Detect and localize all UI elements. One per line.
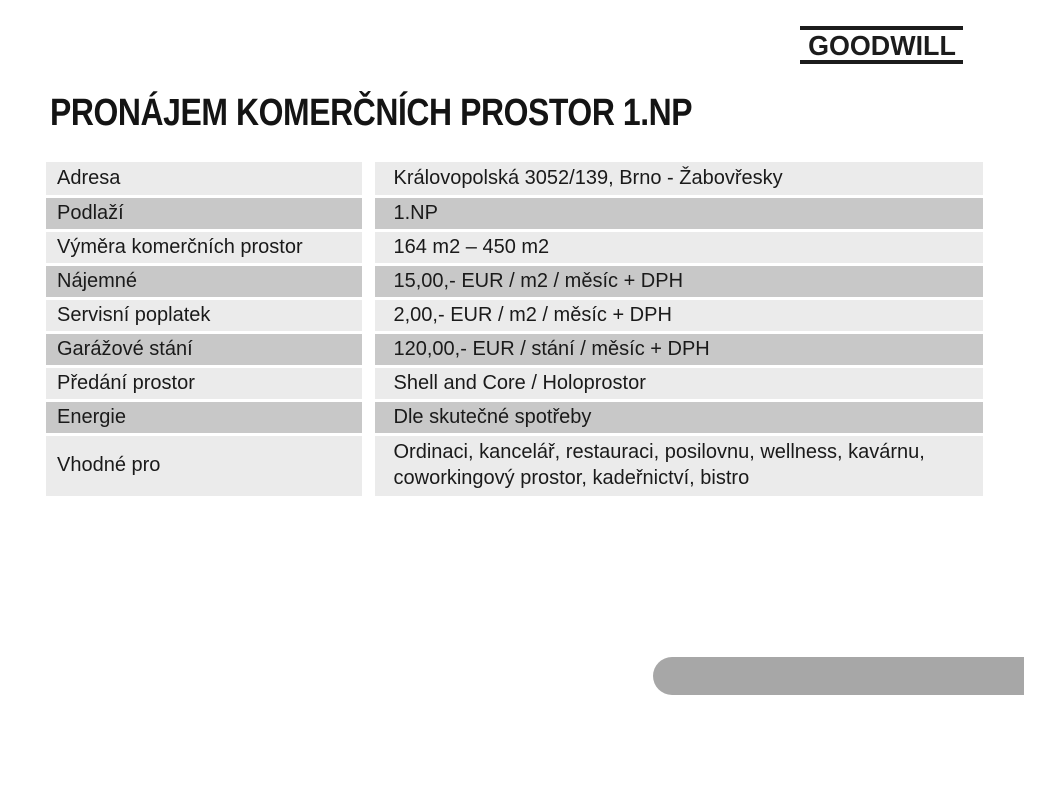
goodwill-logo [800, 26, 963, 64]
row-value: Dle skutečné spotřeby [368, 400, 983, 434]
row-value: 120,00,- EUR / stání / měsíc + DPH [368, 332, 983, 366]
row-label: Vhodné pro [46, 434, 368, 496]
row-value: Shell and Core / Holoprostor [368, 366, 983, 400]
footer-text [813, 661, 1041, 799]
table-row-servisni-poplatek [46, 298, 983, 332]
row-label: Výměra komerčních prostor [46, 230, 368, 264]
table-row-vhodne-pro [46, 434, 983, 496]
row-label: Podlaží [46, 196, 368, 230]
table-row-vymera [46, 230, 983, 264]
row-value: 164 m2 – 450 m2 [368, 230, 983, 264]
table-row-garazove-stani [46, 332, 983, 366]
table-row-adresa [46, 162, 983, 196]
row-label: Nájemné [46, 264, 368, 298]
table-row-podlazi [46, 196, 983, 230]
footer-title: HEAD OF TERMS [813, 697, 920, 713]
row-value: Ordinaci, kancelář, restauraci, posilovnu, wellness, kavárnu, coworkingový prostor, kadeřnictví, bistro [368, 434, 983, 496]
logo-text: GOODWILL [807, 30, 956, 61]
row-label: Předání prostor [46, 366, 368, 400]
property-info-table [46, 162, 983, 496]
row-label: Adresa [46, 162, 368, 196]
table-row-predani-prostor [46, 366, 983, 400]
row-label: Garážové stání [46, 332, 368, 366]
row-label: Servisní poplatek [46, 298, 368, 332]
table-row-energie [46, 400, 983, 434]
row-value: Královopolská 3052/139, Brno - Žabovřesky [368, 162, 983, 196]
row-label: Energie [46, 400, 368, 434]
footer-subtitle: PRONÁJEM KOMERČNÍCH PROSTOR 1.NP [813, 749, 1041, 763]
footer-bar [653, 657, 1041, 763]
page-title: PRONÁJEM KOMERČNÍCH PROSTOR 1.NP [50, 92, 693, 134]
row-value: 1.NP [368, 196, 983, 230]
table-row-najemne [46, 264, 983, 298]
row-value: 15,00,- EUR / m2 / měsíc + DPH [368, 264, 983, 298]
row-value: 2,00,- EUR / m2 / měsíc + DPH [368, 298, 983, 332]
